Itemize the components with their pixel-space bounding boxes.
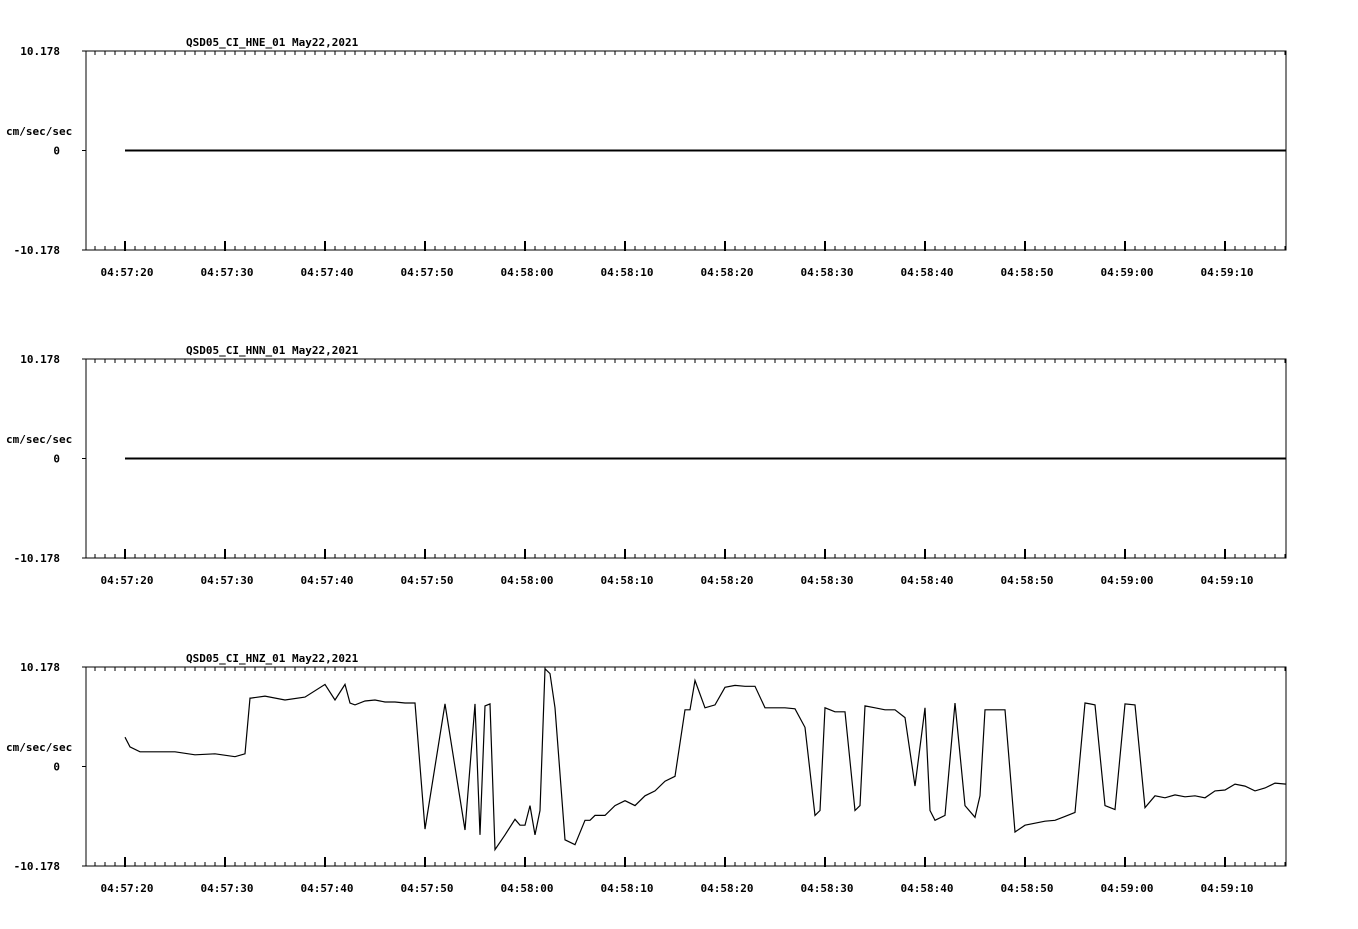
x-tick-label: 04:58:30 <box>800 266 854 279</box>
x-tick-label: 04:58:50 <box>1000 882 1054 895</box>
x-tick-label: 04:57:20 <box>100 574 154 587</box>
y-tick-label-bottom: -10.178 <box>13 860 60 873</box>
x-tick-label: 04:58:00 <box>500 574 554 587</box>
x-tick-label: 04:57:30 <box>200 574 254 587</box>
panel-title: QSD05_CI_HNE_01 May22,2021 <box>186 36 359 49</box>
x-tick-label: 04:58:50 <box>1000 266 1054 279</box>
x-tick-label: 04:57:40 <box>300 266 354 279</box>
y-axis-label: cm/sec/sec <box>6 433 73 446</box>
x-tick-label: 04:59:10 <box>1200 266 1254 279</box>
x-tick-label: 04:57:20 <box>100 266 154 279</box>
x-tick-label: 04:58:10 <box>600 266 654 279</box>
series-line <box>125 669 1286 850</box>
x-tick-label: 04:57:30 <box>200 882 254 895</box>
x-tick-label: 04:57:30 <box>200 266 254 279</box>
y-axis-label: cm/sec/sec <box>6 741 73 754</box>
x-tick-label: 04:59:00 <box>1100 266 1154 279</box>
x-tick-label: 04:59:00 <box>1100 574 1154 587</box>
x-tick-label: 04:57:50 <box>400 882 454 895</box>
x-tick-label: 04:58:30 <box>800 882 854 895</box>
x-tick-label: 04:58:10 <box>600 574 654 587</box>
x-tick-label: 04:58:00 <box>500 882 554 895</box>
x-tick-label: 04:58:40 <box>900 882 954 895</box>
y-tick-label-bottom: -10.178 <box>13 244 60 257</box>
x-tick-label: 04:58:40 <box>900 574 954 587</box>
panel-2 <box>6 344 1286 587</box>
y-tick-label-zero: 0 <box>53 452 60 466</box>
x-tick-label: 04:58:20 <box>700 266 754 279</box>
y-tick-label-bottom: -10.178 <box>13 552 60 565</box>
panel-title: QSD05_CI_HNN_01 May22,2021 <box>186 344 359 357</box>
panel-title: QSD05_CI_HNZ_01 May22,2021 <box>186 652 359 665</box>
x-tick-label: 04:57:50 <box>400 266 454 279</box>
x-tick-label: 04:58:10 <box>600 882 654 895</box>
x-tick-label: 04:59:10 <box>1200 574 1254 587</box>
x-tick-label: 04:58:50 <box>1000 574 1054 587</box>
x-tick-label: 04:57:50 <box>400 574 454 587</box>
y-tick-label-top: 10.178 <box>20 45 60 58</box>
y-tick-label-top: 10.178 <box>20 353 60 366</box>
x-tick-label: 04:57:20 <box>100 882 154 895</box>
x-tick-label: 04:58:00 <box>500 266 554 279</box>
x-tick-label: 04:57:40 <box>300 882 354 895</box>
x-tick-label: 04:58:40 <box>900 266 954 279</box>
panel-3 <box>6 652 1286 895</box>
x-tick-label: 04:58:30 <box>800 574 854 587</box>
x-tick-label: 04:59:10 <box>1200 882 1254 895</box>
y-tick-label-top: 10.178 <box>20 661 60 674</box>
x-tick-label: 04:58:20 <box>700 574 754 587</box>
y-tick-label-zero: 0 <box>53 760 60 774</box>
x-tick-label: 04:58:20 <box>700 882 754 895</box>
y-axis-label: cm/sec/sec <box>6 125 73 138</box>
x-tick-label: 04:59:00 <box>1100 882 1154 895</box>
x-tick-label: 04:57:40 <box>300 574 354 587</box>
panel-1 <box>6 36 1286 279</box>
y-tick-label-zero: 0 <box>53 144 60 158</box>
